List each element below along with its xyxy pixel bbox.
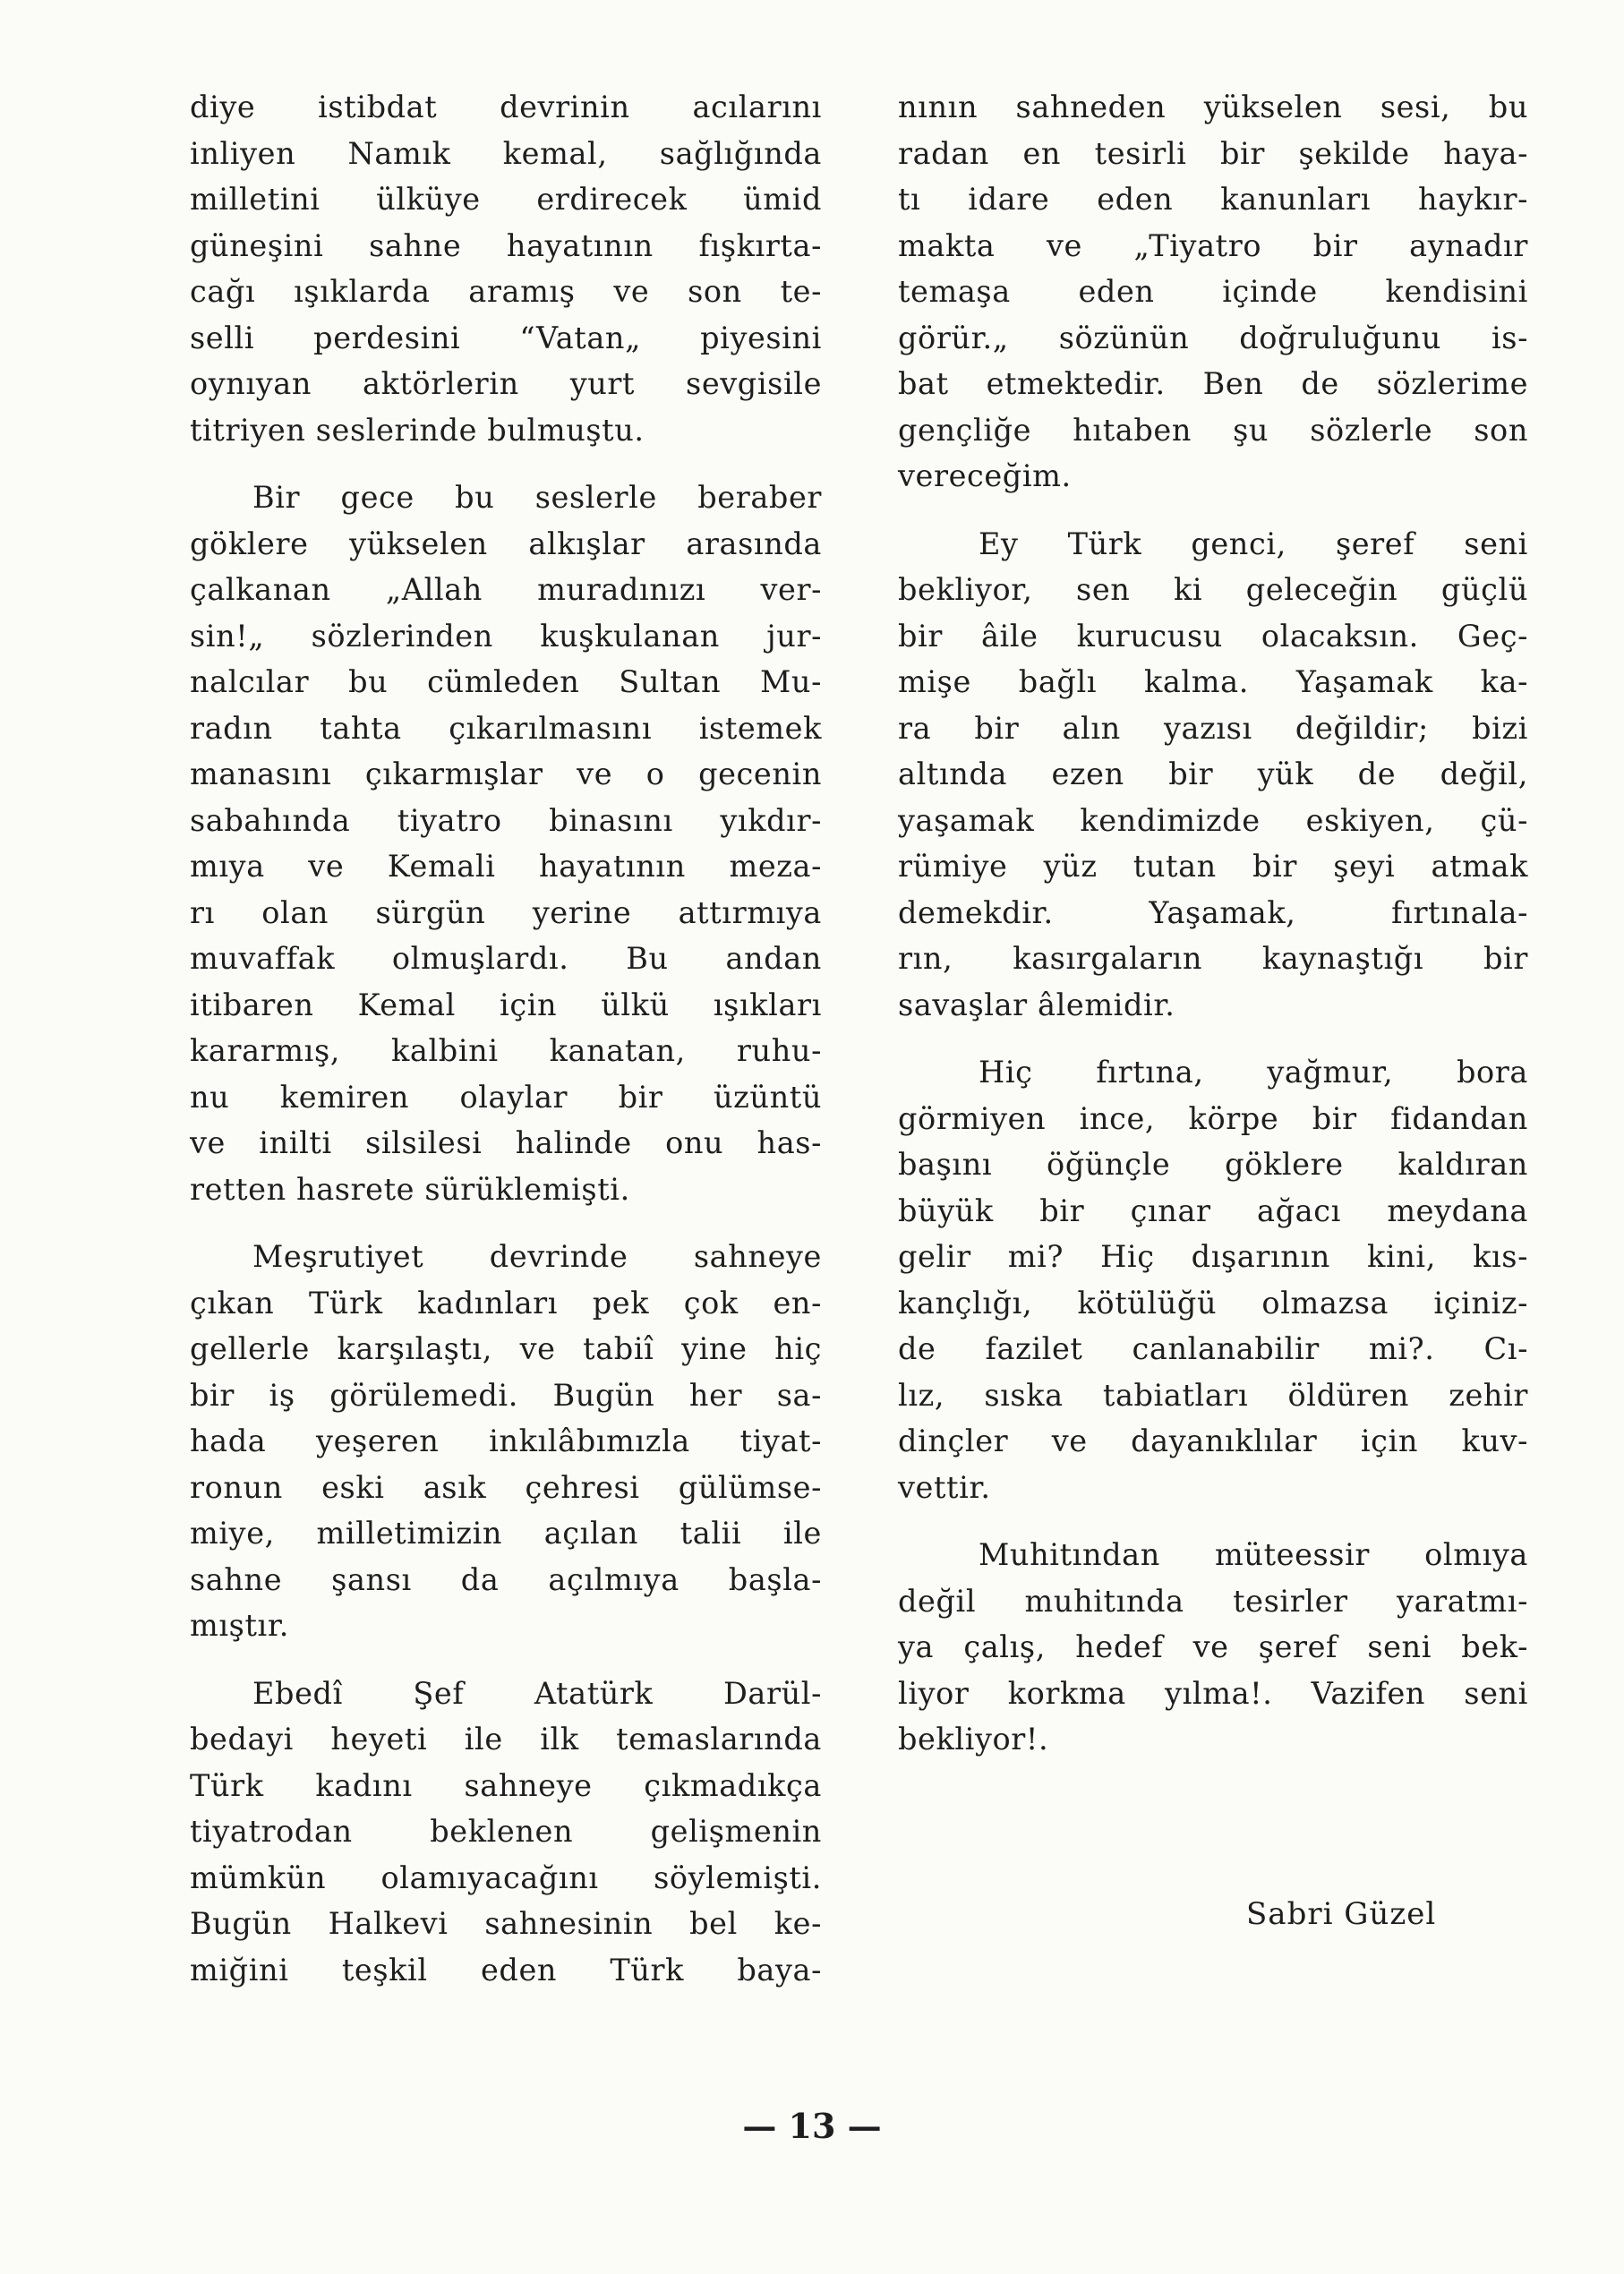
author-signature: Sabri Güzel [1246,1896,1437,1932]
right-column [898,84,1528,1763]
text-line: nu kemiren olaylar bir üzüntü [190,1079,822,1115]
right-paragraph-1 [898,84,1528,500]
text-line: Meşrutiyet devrinde sahneye [252,1239,822,1274]
text-line: sahne şansı da açılmıya başla- [190,1561,822,1597]
text-line: liyor korkma yılma!. Vazifen seni [898,1675,1528,1711]
text-line: Hiç fırtına, yağmur, bora [979,1055,1528,1090]
text-line: ronun eski asık çehresi gülümse- [190,1469,822,1505]
text-line: milletini ülküye erdirecek ümid [190,182,822,217]
text-line: nının sahneden yükselen sesi, bu [898,90,1528,124]
text-line: rümiye yüz tutan bir şeyi atmak [898,849,1528,884]
text-line: kararmış, kalbini kanatan, ruhu- [190,1033,822,1068]
text-line: miğini teşkil eden Türk baya- [190,1952,822,1988]
text-line: bir âile kurucusu olacaksın. Geç- [898,618,1528,654]
text-line: yaşamak kendimizde eskiyen, çü- [898,802,1528,838]
right-paragraph-4 [898,1532,1528,1763]
text-line: ya çalış, hedef ve şeref seni bek- [898,1629,1528,1664]
text-line: selli perdesini “Vatan„ piyesini [190,320,822,355]
text-line: de fazilet canlanabilir mi?. Cı- [898,1331,1528,1366]
text-line: manasını çıkarmışlar ve o gecenin [190,757,822,791]
text-line: rı olan sürgün yerine attırmıya [190,894,822,930]
text-line: görmiyen ince, körpe bir fidandan [898,1100,1528,1136]
text-line: temaşa eden içinde kendisini [898,274,1528,309]
text-line: inliyen Namık kemal, sağlığında [190,135,822,171]
text-line: miye, milletimizin açılan talii ile [190,1516,822,1551]
text-line: nalcılar bu cümleden Sultan Mu- [190,664,822,699]
left-paragraph-2 [190,474,822,1212]
page-number: — 13 — [742,2106,882,2146]
text-line: lız, sıska tabiatları öldüren zehir [898,1377,1528,1413]
left-column [190,84,822,1993]
text-line: sabahında tiyatro binasını yıkdır- [190,802,822,838]
text-line: vettir. [898,1469,991,1505]
text-line: makta ve „Tiyatro bir aynadır [898,227,1528,263]
text-line: Bir gece bu seslerle beraber [252,480,822,515]
left-paragraph-3 [190,1234,822,1649]
text-line: Ebedî Şef Atatürk Darül- [252,1675,822,1711]
text-line: çalkanan „Allah muradınızı ver- [190,572,822,607]
text-line: görür.„ sözünün doğruluğunu is- [898,320,1528,355]
text-line: mişe bağlı kalma. Yaşamak ka- [898,664,1528,699]
text-line: demekdir. Yaşamak, fırtınala- [898,894,1528,930]
text-line: bekliyor!. [898,1722,1049,1757]
text-line: radan en tesirli bir şekilde haya- [898,135,1528,171]
text-line: sin!„ sözlerinden kuşkulanan jur- [190,618,822,654]
text-line: bekliyor, sen ki geleceğin güçlü [898,572,1528,607]
text-line: altında ezen bir yük de değil, [898,757,1528,791]
text-line: mıya ve Kemali hayatının meza- [190,849,822,884]
text-line: ve inilti silsilesi halinde onu has- [190,1125,822,1160]
text-line: dinçler ve dayanıklılar için kuv- [898,1423,1528,1458]
text-line: kançlığı, kötülüğü olmazsa içiniz- [898,1285,1528,1321]
right-paragraph-2 [898,521,1528,1029]
text-line: büyük bir çınar ağacı meydana [898,1193,1528,1228]
text-line: başını öğünçle göklere kaldıran [898,1147,1528,1182]
text-line: tiyatrodan beklenen gelişmenin [190,1814,822,1849]
text-line: oynıyan aktörlerin yurt sevgisile [190,366,822,401]
text-line: gellerle karşılaştı, ve tabiî yine hiç [190,1331,822,1366]
text-line: ra bir alın yazısı değildir; bizi [898,710,1528,746]
text-line: itibaren Kemal için ülkü ışıkları [190,987,822,1022]
text-line: Bugün Halkevi sahnesinin bel ke- [190,1906,822,1941]
text-line: retten hasrete sürüklemişti. [190,1171,630,1207]
text-line: gençliğe hıtaben şu sözlerle son [898,412,1528,448]
text-line: rın, kasırgaların kaynaştığı bir [898,941,1528,976]
text-line: cağı ışıklarda aramış ve son te- [190,274,822,309]
text-line: vereceğim. [898,458,1072,493]
text-line: tı idare eden kanunları haykır- [898,182,1528,217]
text-line: bat etmektedir. Ben de sözlerime [898,366,1528,401]
left-paragraph-1 [190,84,822,453]
text-line: güneşini sahne hayatının fışkırta- [190,227,822,263]
text-line: Muhitından müteessir olmıya [979,1537,1528,1572]
text-line: hada yeşeren inkılâbımızla tiyat- [190,1423,822,1458]
text-line: titriyen seslerinde bulmuştu. [190,412,645,448]
text-line: Ey Türk genci, şeref seni [979,526,1528,561]
text-line: radın tahta çıkarılmasını istemek [190,710,822,746]
text-line: değil muhitında tesirler yaratmı- [898,1583,1528,1619]
text-line: muvaffak olmuşlardı. Bu andan [190,941,822,976]
right-paragraph-3 [898,1049,1528,1510]
text-line: diye istibdat devrinin acılarını [190,90,822,124]
text-line: savaşlar âlemidir. [898,987,1175,1022]
text-line: göklere yükselen alkışlar arasında [190,526,822,561]
text-line: bir iş görülemedi. Bugün her sa- [190,1377,822,1413]
text-line: çıkan Türk kadınları pek çok en- [190,1285,822,1321]
text-line: gelir mi? Hiç dışarının kini, kıs- [898,1239,1528,1274]
text-line: Türk kadını sahneye çıkmadıkça [190,1767,822,1803]
text-line: bedayi heyeti ile ilk temaslarında [190,1722,822,1757]
text-line: mümkün olamıyacağını söylemişti. [190,1859,822,1895]
left-paragraph-4 [190,1671,822,1994]
text-line: mıştır. [190,1608,290,1643]
